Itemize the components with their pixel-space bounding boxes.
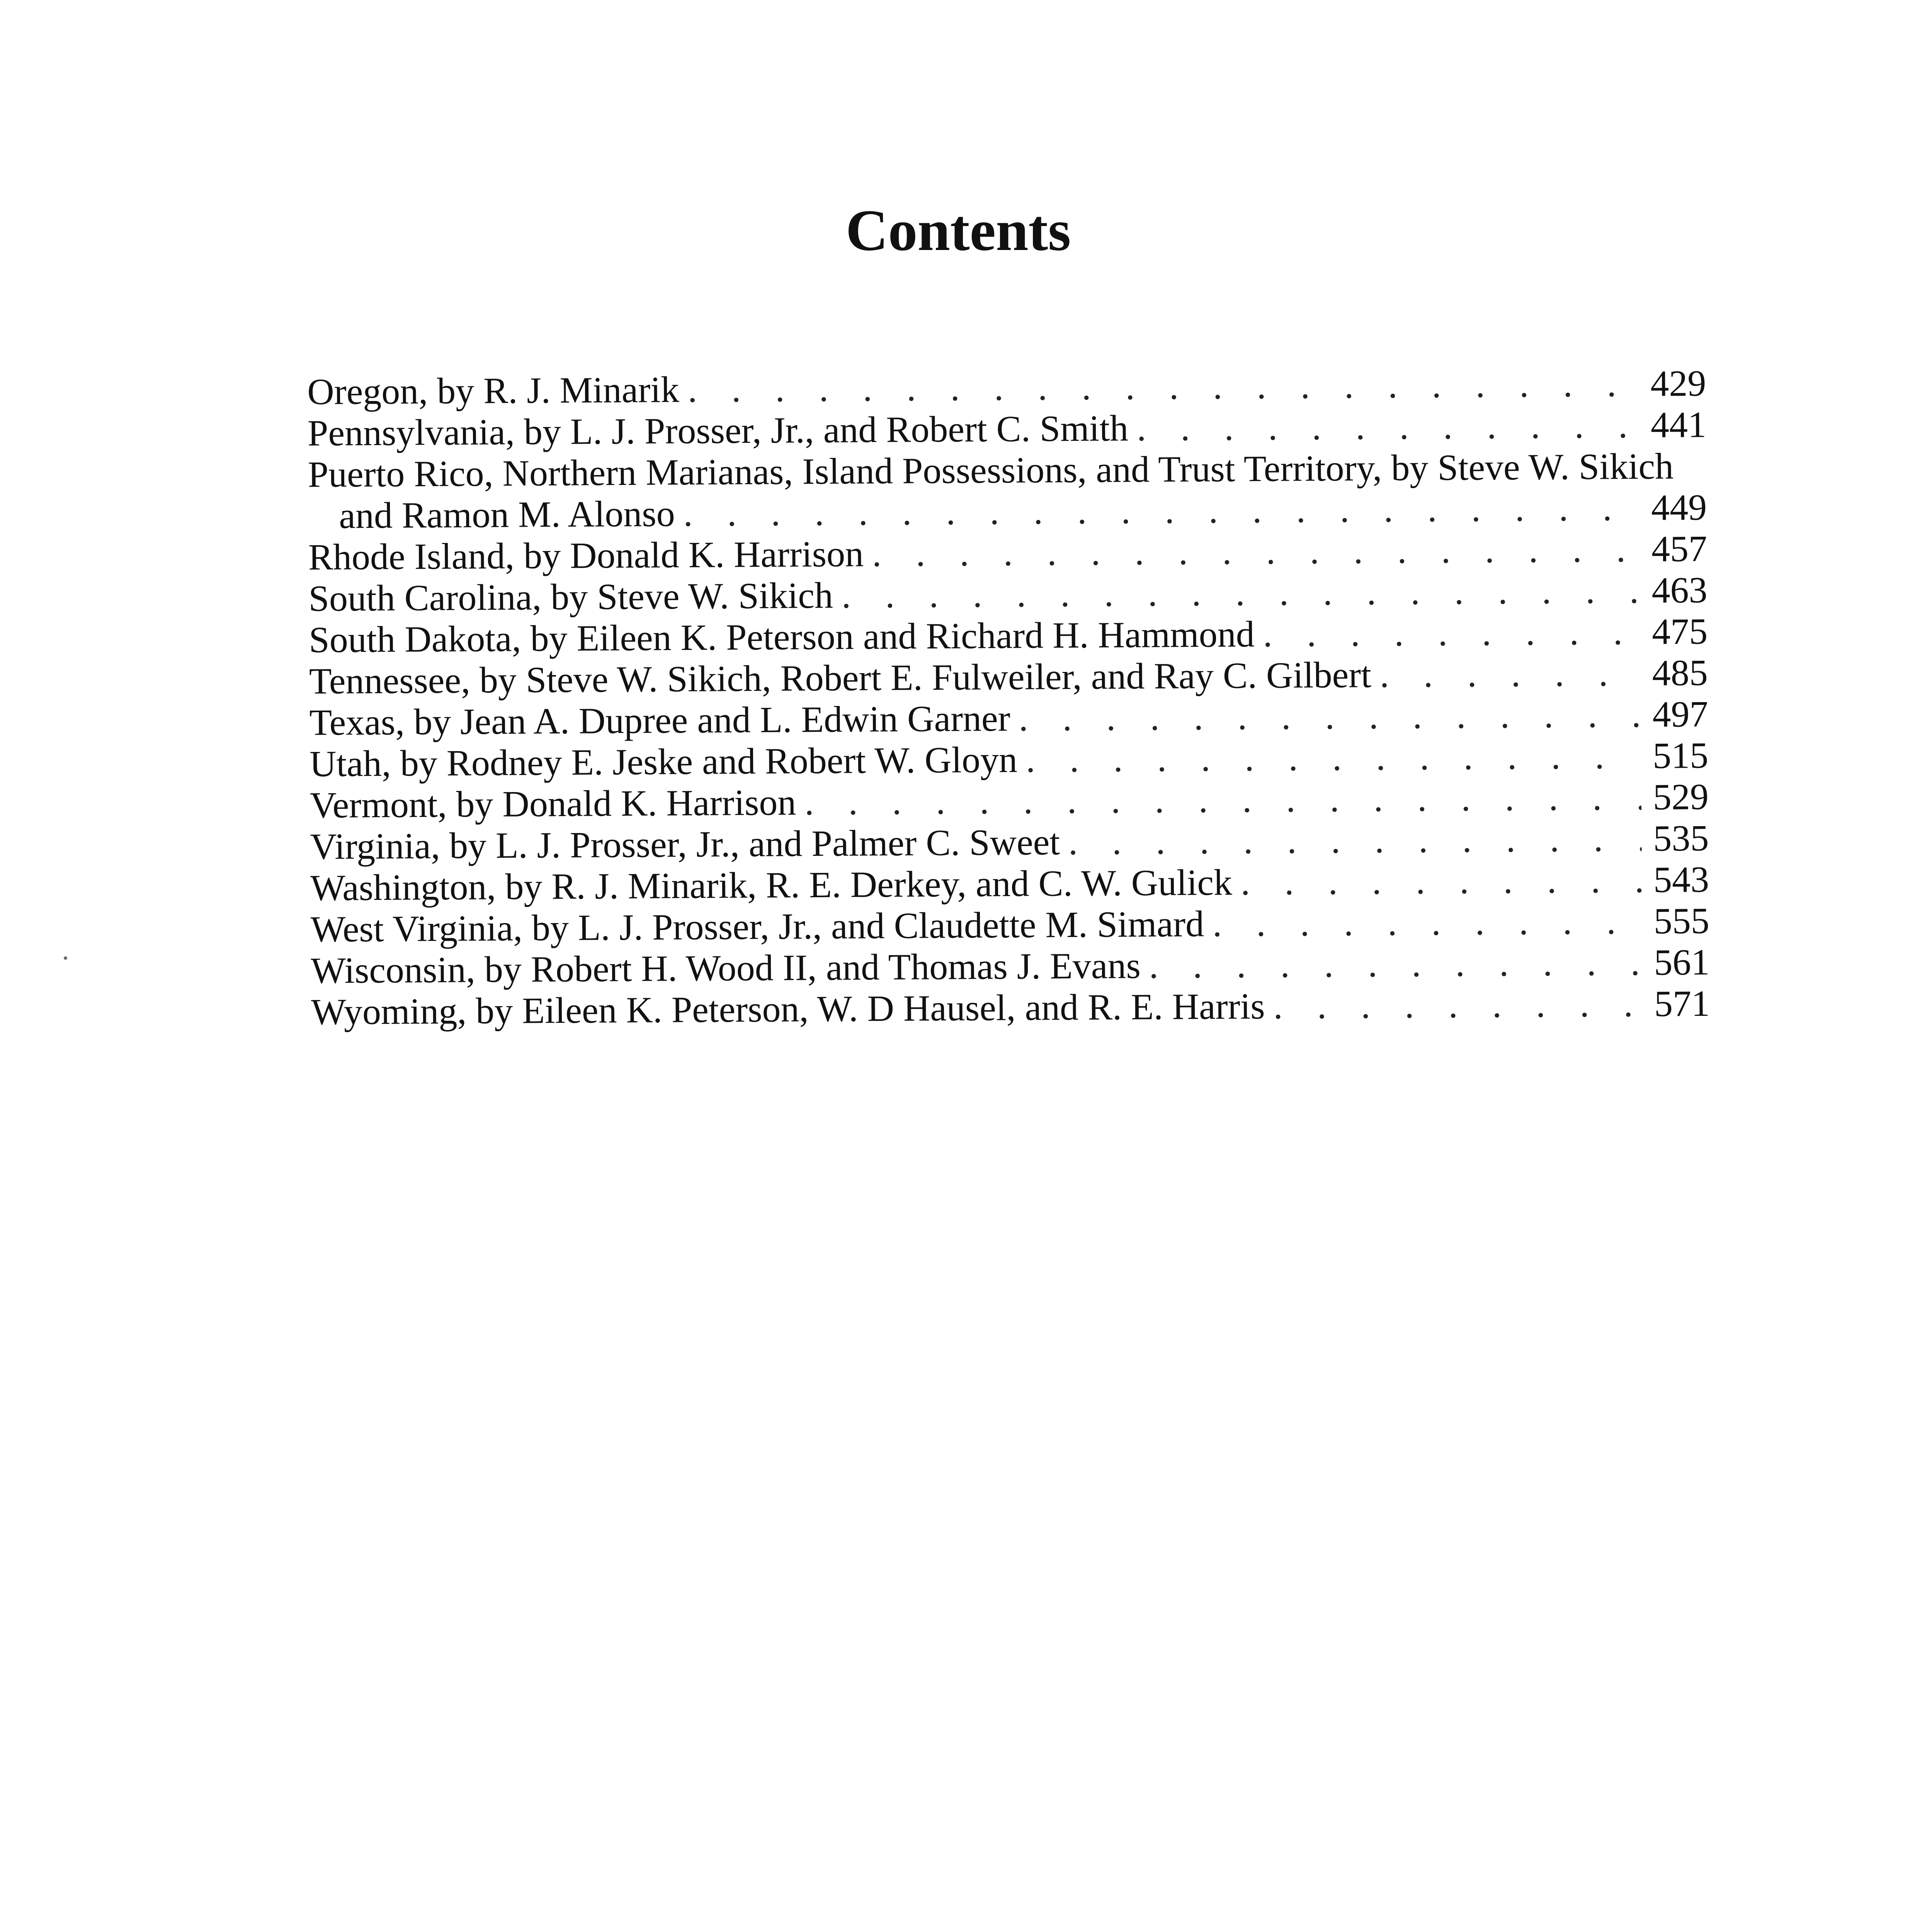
toc-entry-page-number: 561 — [1654, 941, 1710, 983]
toc-entry-title: Puerto Rico, Northern Marianas, Island Possessions, and Trust Territory, by Steve W. Sikich — [308, 445, 1674, 495]
dot-leader — [1026, 735, 1641, 780]
dot-leader — [683, 487, 1639, 534]
toc-entry-wyoming — [311, 983, 1710, 1032]
toc-entry-title: Wyoming, by Eileen K. Peterson, W. D Hausel, and R. E. Harris — [311, 985, 1265, 1032]
dot-leader — [1149, 942, 1642, 986]
toc-entry-page-number: 485 — [1652, 651, 1708, 694]
table-of-contents — [307, 362, 1710, 1032]
toc-entry-title: South Dakota, by Eileen K. Peterson and Richard H. Hammond — [308, 613, 1255, 660]
dot-leader — [1213, 900, 1642, 944]
dot-leader — [1263, 611, 1640, 655]
toc-entry-page-number: 497 — [1652, 693, 1708, 735]
dot-leader — [688, 363, 1639, 410]
dot-leader — [1380, 652, 1641, 695]
dot-leader — [1241, 859, 1642, 903]
toc-entry-title: Rhode Island, by Donald K. Harrison — [308, 533, 864, 578]
toc-entry-page-number: 543 — [1653, 858, 1709, 900]
toc-entry-page-number: 535 — [1653, 817, 1709, 859]
dot-leader — [1273, 983, 1643, 1027]
toc-entry-page-number: 457 — [1651, 527, 1708, 570]
toc-entry-title: Vermont, by Donald K. Harrison — [310, 781, 796, 826]
toc-entry-title: Washington, by R. J. Minarik, R. E. Derkey, and C. W. Gulick — [310, 861, 1233, 908]
toc-entry-title: South Carolina, by Steve W. Sikich — [308, 574, 833, 619]
toc-entry-page-number: 441 — [1650, 403, 1707, 446]
toc-entry-title: West Virginia, by L. J. Prosser, Jr., and Claudette M. Simard — [310, 903, 1204, 950]
toc-entry-page-number: 429 — [1650, 362, 1706, 404]
toc-entry-title: Virginia, by L. J. Prosser, Jr., and Palmer C. Sweet — [310, 821, 1060, 867]
toc-entry-page-number: 463 — [1651, 569, 1708, 611]
dot-leader — [1019, 694, 1641, 739]
toc-entry-title: Texas, by Jean A. Dupree and L. Edwin Garner — [309, 697, 1010, 743]
toc-entry-title: Tennessee, by Steve W. Sikich, Robert E. Fulweiler, and Ray C. Gilbert — [309, 654, 1372, 702]
toc-entry-page-number: 449 — [1651, 486, 1707, 528]
dot-leader — [1137, 404, 1639, 449]
toc-entry-title: Utah, by Rodney E. Jeske and Robert W. Gloyn — [309, 738, 1018, 784]
toc-entry-page-number: 515 — [1652, 734, 1709, 776]
dot-leader — [804, 776, 1641, 823]
toc-entry-page-number: 529 — [1653, 776, 1709, 818]
scan-speck — [64, 956, 67, 960]
toc-entry-page-number: 571 — [1654, 982, 1710, 1024]
toc-entry-page-number: 555 — [1653, 900, 1710, 942]
toc-entry-title: Wisconsin, by Robert H. Wood II, and Thomas J. Evans — [311, 944, 1141, 991]
toc-entry-title-continued: and Ramon M. Alonso — [338, 493, 675, 536]
dot-leader — [1068, 818, 1642, 862]
dot-leader — [842, 570, 1640, 616]
page-title: Contents — [845, 198, 1071, 263]
toc-entry-title: Pennsylvania, by L. J. Prosser, Jr., and Robert C. Smith — [307, 407, 1129, 454]
toc-entry-page-number: 475 — [1651, 610, 1708, 652]
dot-leader — [872, 528, 1640, 574]
toc-entry-title: Oregon, by R. J. Minarik — [307, 369, 680, 412]
